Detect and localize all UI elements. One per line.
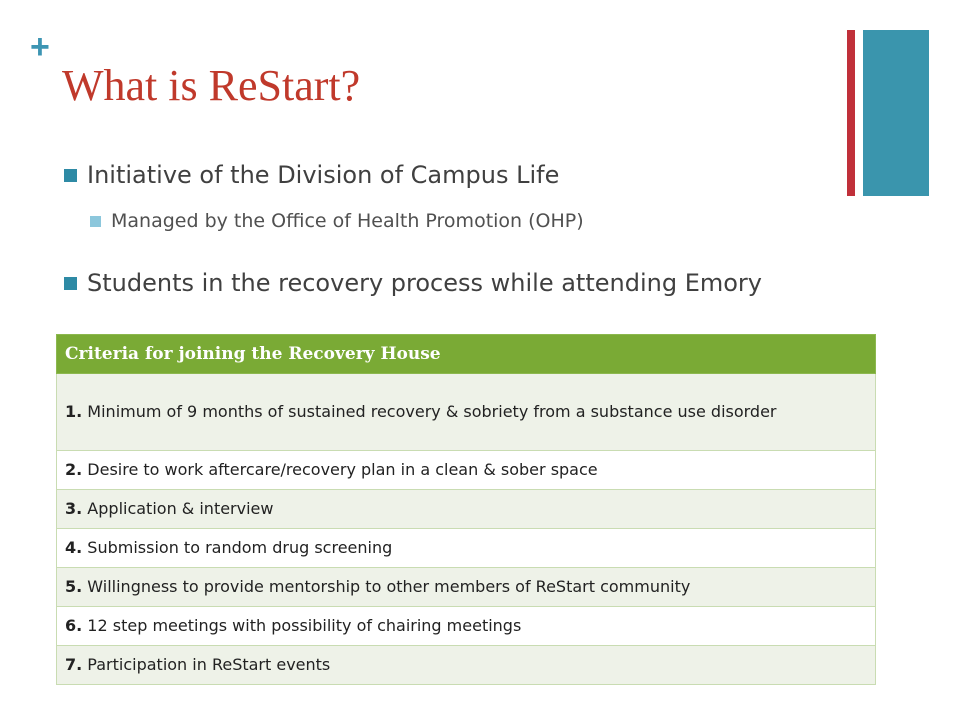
criterion-number: 3. bbox=[65, 499, 83, 518]
table-cell bbox=[57, 568, 876, 607]
table-cell bbox=[57, 451, 876, 490]
plus-mark: + bbox=[30, 28, 50, 66]
table-row bbox=[57, 490, 876, 529]
decorative-blue-bar bbox=[863, 30, 929, 196]
table-row bbox=[57, 568, 876, 607]
bullet-item bbox=[64, 267, 762, 299]
table-row bbox=[57, 374, 876, 451]
sub-bullet-item bbox=[90, 208, 584, 234]
criterion-text: Participation in ReStart events bbox=[82, 655, 331, 674]
criterion-number: 7. bbox=[65, 655, 83, 674]
table-header: Criteria for joining the Recovery House bbox=[57, 335, 876, 374]
criterion-text: 12 step meetings with possibility of chairing meetings bbox=[82, 616, 522, 635]
criterion-text: Application & interview bbox=[82, 499, 274, 518]
square-bullet-icon bbox=[90, 216, 101, 227]
bullet-text: Initiative of the Division of Campus Life bbox=[87, 161, 560, 189]
criterion-number: 4. bbox=[65, 538, 83, 557]
table-row bbox=[57, 607, 876, 646]
table-cell bbox=[57, 529, 876, 568]
criterion-number: 2. bbox=[65, 460, 83, 479]
bullet-text: Students in the recovery process while attending Emory bbox=[87, 269, 762, 297]
square-bullet-icon bbox=[64, 277, 77, 290]
table-cell bbox=[57, 374, 876, 451]
decorative-red-bar bbox=[847, 30, 855, 196]
table-cell bbox=[57, 607, 876, 646]
square-bullet-icon bbox=[64, 169, 77, 182]
criterion-number: 5. bbox=[65, 577, 83, 596]
criterion-text: Desire to work aftercare/recovery plan in a clean & sober space bbox=[82, 460, 598, 479]
criterion-number: 1. bbox=[65, 402, 83, 421]
criteria-table bbox=[56, 334, 876, 685]
sub-bullet-text: Managed by the Office of Health Promotion (OHP) bbox=[111, 210, 584, 232]
table-cell bbox=[57, 646, 876, 685]
slide-title: What is ReStart? bbox=[62, 61, 361, 110]
table-row bbox=[57, 646, 876, 685]
criterion-text: Minimum of 9 months of sustained recovery & sobriety from a substance use disorder bbox=[82, 402, 777, 421]
criterion-text: Submission to random drug screening bbox=[82, 538, 393, 557]
criterion-text: Willingness to provide mentorship to other members of ReStart community bbox=[82, 577, 691, 596]
table-row bbox=[57, 451, 876, 490]
table-cell bbox=[57, 490, 876, 529]
criterion-number: 6. bbox=[65, 616, 83, 635]
bullet-item bbox=[64, 159, 559, 191]
table-row bbox=[57, 529, 876, 568]
